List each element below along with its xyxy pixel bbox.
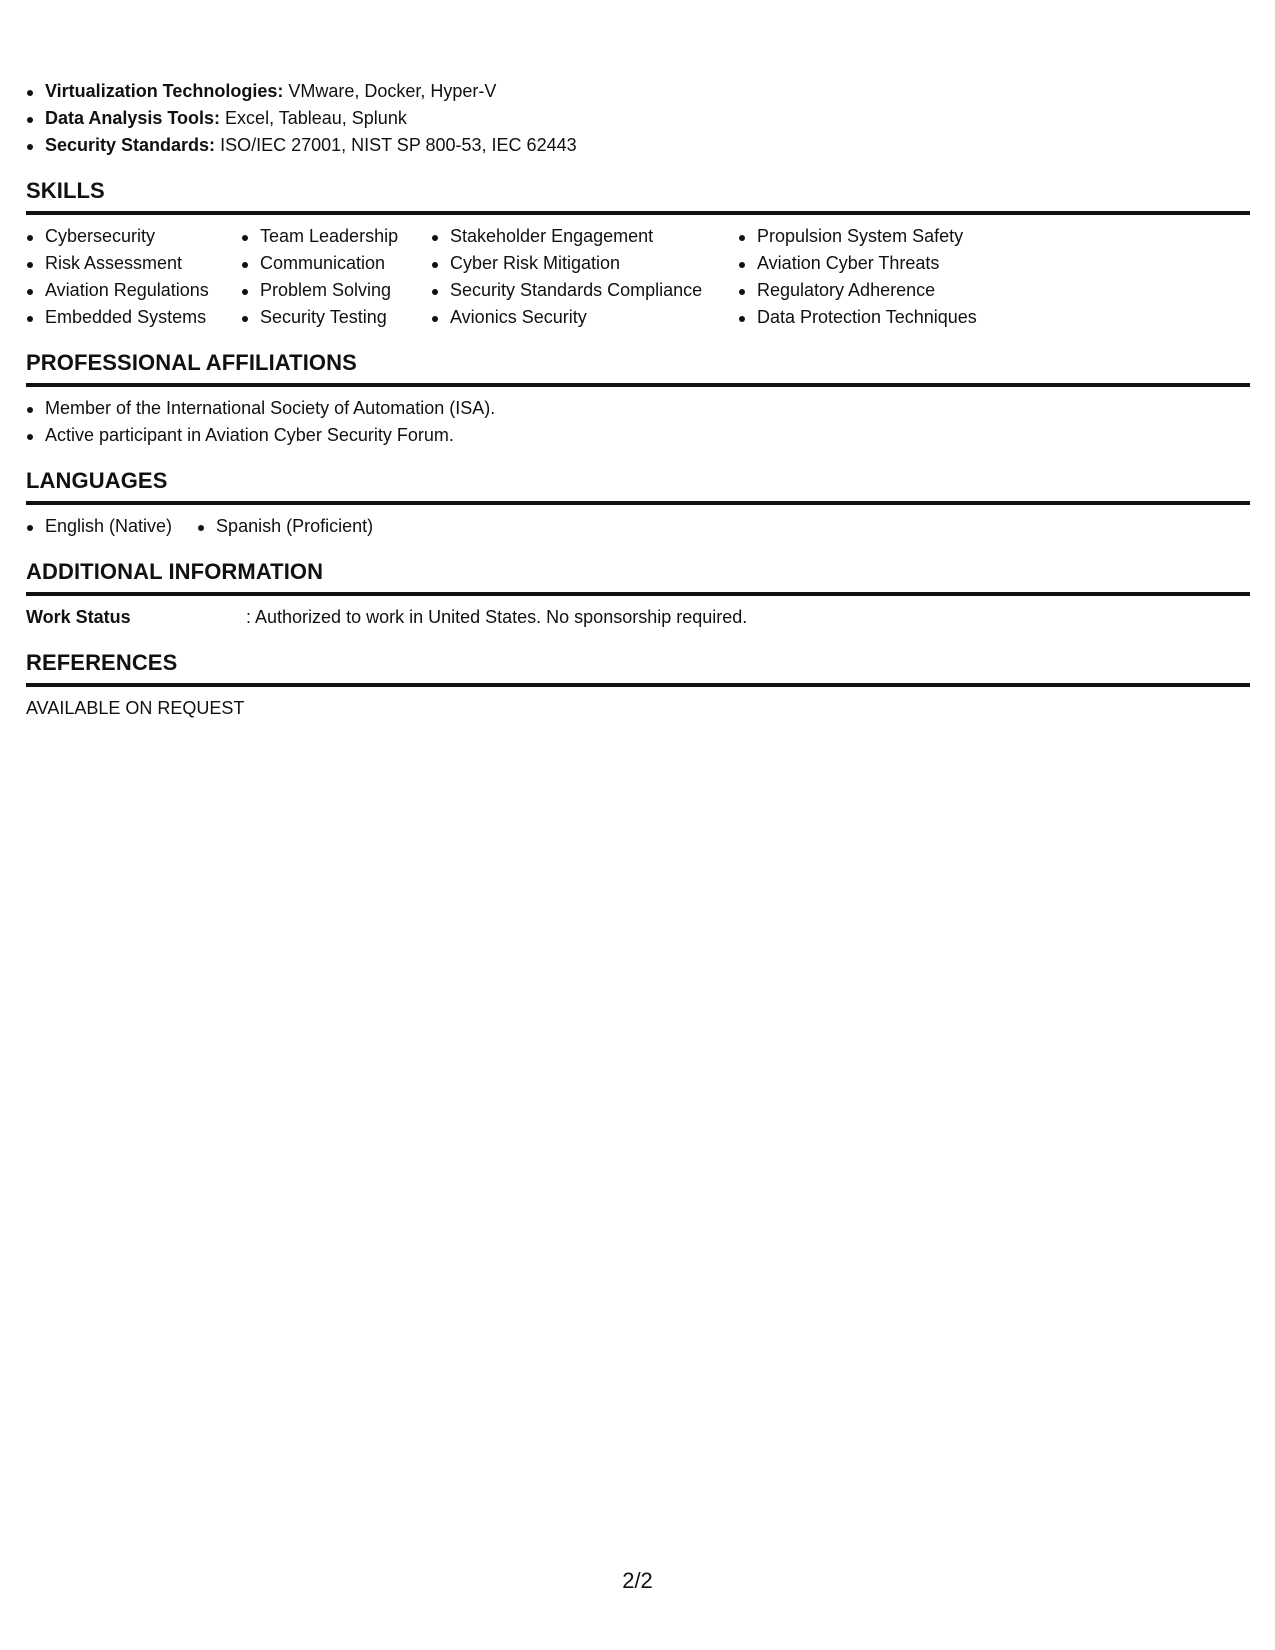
list-item: Member of the International Society of Automation (ISA). (26, 395, 1250, 422)
list-item: English (Native) (26, 513, 172, 540)
list-item: Aviation Regulations (26, 277, 241, 304)
skills-column (26, 223, 241, 331)
skills-section (26, 177, 1250, 331)
tech-value: ISO/IEC 27001, NIST SP 800-53, IEC 62443 (215, 135, 577, 155)
tech-label: Data Analysis Tools: (45, 108, 221, 128)
list-item: Data Protection Techniques (738, 304, 1038, 331)
tech-value: Excel, Tableau, Splunk (220, 108, 407, 128)
section-heading-skills: SKILLS (26, 177, 1250, 215)
skills-grid (26, 223, 1250, 331)
section-heading-languages: LANGUAGES (26, 467, 1250, 505)
list-item: Problem Solving (241, 277, 431, 304)
affiliations-list (26, 395, 1250, 449)
tech-label: Virtualization Technologies: (45, 81, 284, 101)
list-item: Communication (241, 250, 431, 277)
list-item: Embedded Systems (26, 304, 241, 331)
list-item: Risk Assessment (26, 250, 241, 277)
section-heading-affiliations: PROFESSIONAL AFFILIATIONS (26, 349, 1250, 387)
list-item: Avionics Security (431, 304, 738, 331)
list-item: Cybersecurity (26, 223, 241, 250)
section-heading-additional-info: ADDITIONAL INFORMATION (26, 558, 1250, 596)
tech-label: Security Standards: (45, 135, 216, 155)
resume-page (26, 78, 1250, 722)
page-number: 2/2 (622, 1568, 653, 1593)
affiliations-section (26, 349, 1250, 449)
languages-list (26, 513, 1250, 540)
tech-value: VMware, Docker, Hyper-V (283, 81, 497, 101)
work-status-value: : Authorized to work in United States. No sponsorship required. (246, 607, 748, 627)
list-item (26, 105, 1250, 132)
list-item: Security Standards Compliance (431, 277, 738, 304)
list-item: Cyber Risk Mitigation (431, 250, 738, 277)
list-item: Regulatory Adherence (738, 277, 1038, 304)
work-status-row (26, 604, 1250, 631)
list-item (26, 78, 1250, 105)
skills-column (738, 223, 1038, 331)
references-text: AVAILABLE ON REQUEST (26, 698, 245, 718)
references-section (26, 649, 1250, 722)
list-item: Team Leadership (241, 223, 431, 250)
skills-column (431, 223, 738, 331)
list-item: Active participant in Aviation Cyber Security Forum. (26, 422, 1250, 449)
languages-section (26, 467, 1250, 540)
technical-tools-list (26, 78, 1250, 159)
list-item: Security Testing (241, 304, 431, 331)
section-heading-references: REFERENCES (26, 649, 1250, 687)
list-item: Propulsion System Safety (738, 223, 1038, 250)
additional-info-section (26, 558, 1250, 631)
skills-column (241, 223, 431, 331)
list-item: Stakeholder Engagement (431, 223, 738, 250)
list-item: Spanish (Proficient) (197, 513, 373, 540)
list-item (26, 132, 1250, 159)
work-status-label: Work Status (26, 607, 131, 627)
list-item: Aviation Cyber Threats (738, 250, 1038, 277)
